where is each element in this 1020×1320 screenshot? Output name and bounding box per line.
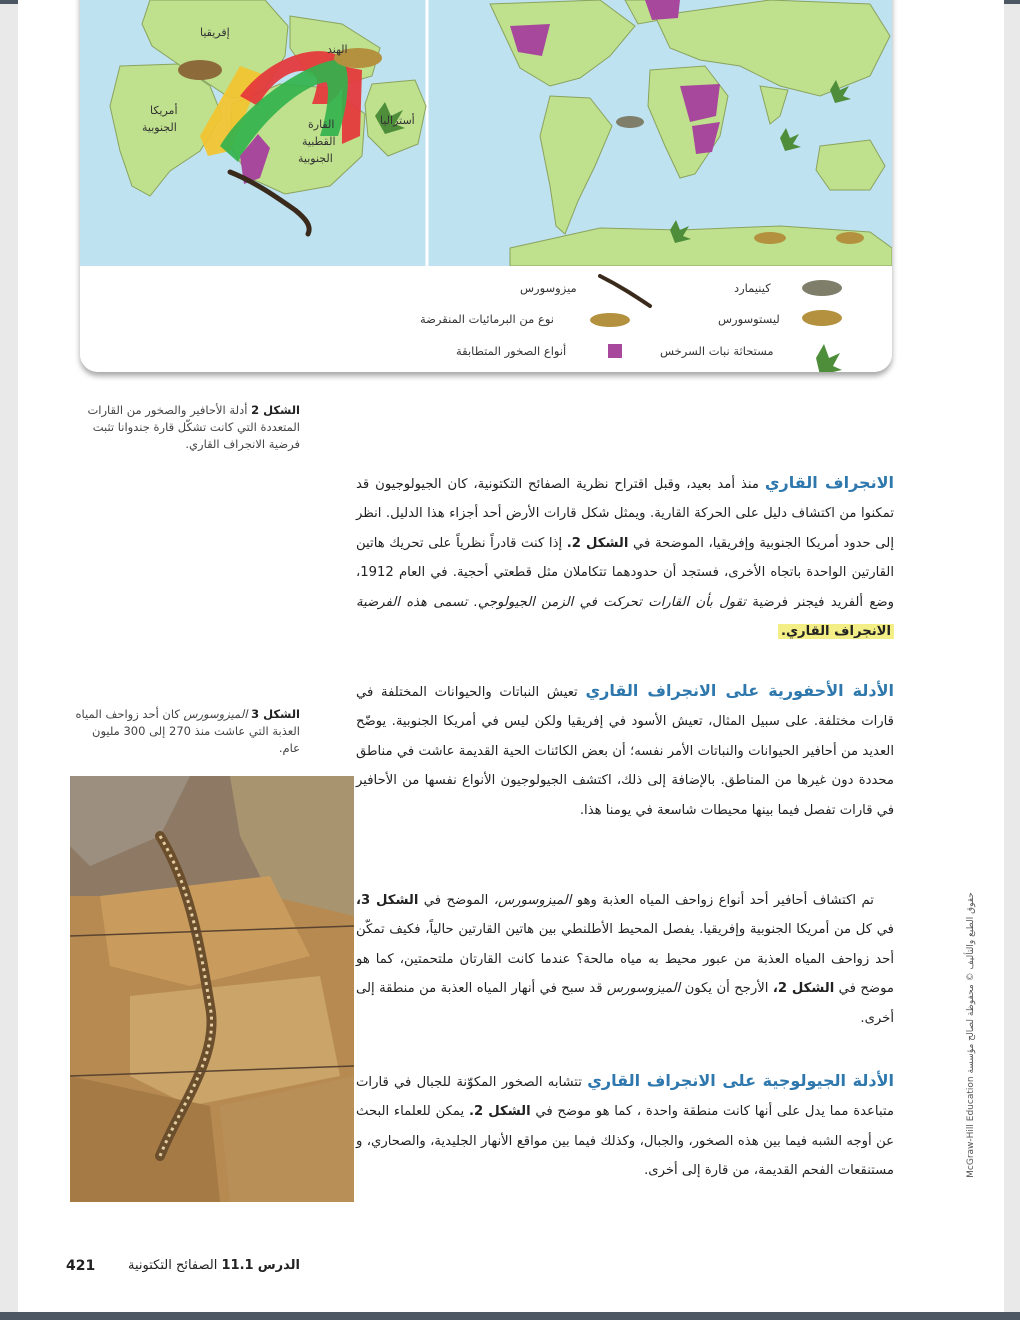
label-india: الهند [327,43,348,56]
legend-amphibian-icon [590,313,630,327]
section2b-italic-2: الميزوسورس [606,981,681,997]
cynognathus-icon-pangaea [178,60,222,80]
legend-mesosaurus: ميزوسورس [520,281,577,295]
label-antarctica-3: الجنوبية [298,152,333,165]
label-south-america-1: أمريكا [150,104,178,117]
legend-cynognathus-icon [802,280,842,296]
footer-lesson-title: الصفائح التكتونية [128,1258,218,1273]
heading-continental-drift: الانجراف القاري [764,473,894,492]
label-antarctica-1: القارة [308,118,335,131]
section2b-end: قد سبح في أنهار المياه العذبة من منطقة إلى أخرى. [356,981,894,1026]
heading-fossil-evidence: الأدلة الأحفورية على الانجراف القاري [585,681,895,700]
section-mesosaurus [356,886,894,1033]
legend-lystrosaurus: ليستوسورس [718,312,780,326]
figure-2-text: أدلة الأحافير والصخور من القارات المتعددة التي كانت تشكّل قارة جندوانا تثبت فرضية الانجراف القاري. [87,403,300,451]
page-number: 421 [66,1258,96,1274]
legend-rock-types: أنواع الصخور المتطابقة [456,344,567,358]
label-south-america-2: الجنوبية [142,121,177,134]
copyright-text: حقوق الطبع والتأليف © محفوظة لصالح مؤسسة McGraw-Hill Education [966,892,976,1178]
highlighted-term: الانجراف القاري. [778,624,894,639]
section-continental-drift [356,468,894,646]
legend-amphibian: نوع من البرمائيات المنقرضة [420,312,554,326]
figure-3-text: كان أحد زواحف المياه العذبة التي عاشت منذ 270 إلى 300 مليون عام. [75,707,300,755]
legend-lystrosaurus-icon [802,310,842,326]
section3-paragraph-b: يمكن للعلماء البحث عن أوجه الشبه فيما بين هذه الصخور، والجبال، وكذلك فيما بين مواقع الأنهار الجليدية، والصحاري، و مستنقعات الفحم القديمة، من قارة إلى أخرى. [356,1104,894,1179]
section2b-mid-2: في كل من أمريكا الجنوبية وإفريقيا. يفصل المحيط الأطلنطي بين هاتين القارتين حالياً، فكيف تمكّن أحد زواحف المياه العذبة من عبور محيط به مياه مالحة؟ عندما كانت القارتان ملتحمتين، كما هو موضح في [356,922,894,997]
section2b-mid-1: الموضح في [423,893,489,908]
figure-3-italic: الميزوسورس [183,707,248,721]
amphibian-icon-world [836,232,864,244]
section1-paragraph-b: إذا كنت قادراً نظرياً على تحريك هاتين القارتين الواحدة باتجاه الأخرى، فستجد أن حدودهما تتكاملان مثل قطعتي أحجية. في العام 1912، وضع ألفريد فيجنر فرضية [356,535,894,610]
bottom-rule [0,1312,1020,1320]
section2b-mid-3: الأرجح أن يكون [684,981,769,997]
legend-cynognathus: كينيمارد [734,281,771,295]
legend-fern: مستحاثة نبات السرخس [660,344,774,358]
section2b-italic-1: الميزوسورس، [493,893,572,908]
copyright-side-note [937,845,997,1225]
section-fossil-evidence [356,676,894,825]
cynognathus-icon-world [616,116,644,128]
section2b-start: تم اكتشاف أحافير أحد أنواع زواحف المياه العذبة وهو [576,893,874,908]
label-australia: أستراليا [380,114,415,127]
footer-lesson [128,1258,300,1273]
figure-2-caption [70,402,300,453]
figure-2-label: الشكل 2 [251,403,300,417]
label-africa: إفريقيا [200,26,230,39]
figure-3-label: الشكل 3 [251,707,300,721]
figure-3-caption [70,706,300,757]
footer-lesson-label: الدرس [257,1258,300,1273]
section3-paragraph-a: تتشابه الصخور المكوّنة للجبال في قارات متباعدة مما يدل على أنها كانت منطقة واحدة ، كما هو موضح في [356,1075,894,1120]
lystrosaurus-icon-world [754,232,786,244]
figure-2-map-panel [80,0,892,372]
section2-paragraph: تعيش النباتات والحيوانات المختلفة في قارات مختلفة. على سبيل المثال، تعيش الأسود في إفريقيا ولكن ليس في أمريكا الجنوبية. يوضّح العديد من أحافير الحيوانات والنباتات الأمر نفسه؛ أن بعض الكائنات الحية القديمة عاشت في مناطق محددة دون غيرها من المناطق. بالإضافة إلى ذلك، اكتشف الجيولوجيون الأنواع نفسها من الأحافير في قارات تفصل فيما بينها محيطات شاسعة في يومنا هذا. [356,685,894,818]
footer-lesson-number: 11.1 [221,1258,254,1273]
textbook-page [18,0,1004,1312]
legend-rock-swatch [608,344,622,358]
section1-italic: تقول بأن القارات تحركت في الزمن الجيولوجي. تسمى هذه الفرضية [356,594,746,610]
section3-fig-ref: الشكل 2. [468,1104,531,1120]
section1-fig-ref: الشكل 2. [566,535,629,551]
mesosaurus-fossil-photo [70,776,354,1202]
australia [816,140,885,190]
label-antarctica-2: القطبية [302,135,336,148]
section2b-fig-ref-2: الشكل 2، [772,981,835,997]
section1-paragraph-a: منذ أمد بعيد، وقبل اقتراح نظرية الصفائح التكتونية، كان الجيولوجيون قد تمكنوا من اكتشاف دليل على الحركة القارية. ويمثل شكل قارات الأرض أحد أجزاء هذا الدليل. انظر إلى حدود أمريكا الجنوبية وإفريقيا، الموضحة في [356,477,894,551]
section2b-fig-ref-1: الشكل 3، [356,893,419,908]
section-geologic-evidence [356,1066,894,1186]
heading-geologic-evidence: الأدلة الجيولوجية على الانجراف القاري [587,1071,894,1090]
